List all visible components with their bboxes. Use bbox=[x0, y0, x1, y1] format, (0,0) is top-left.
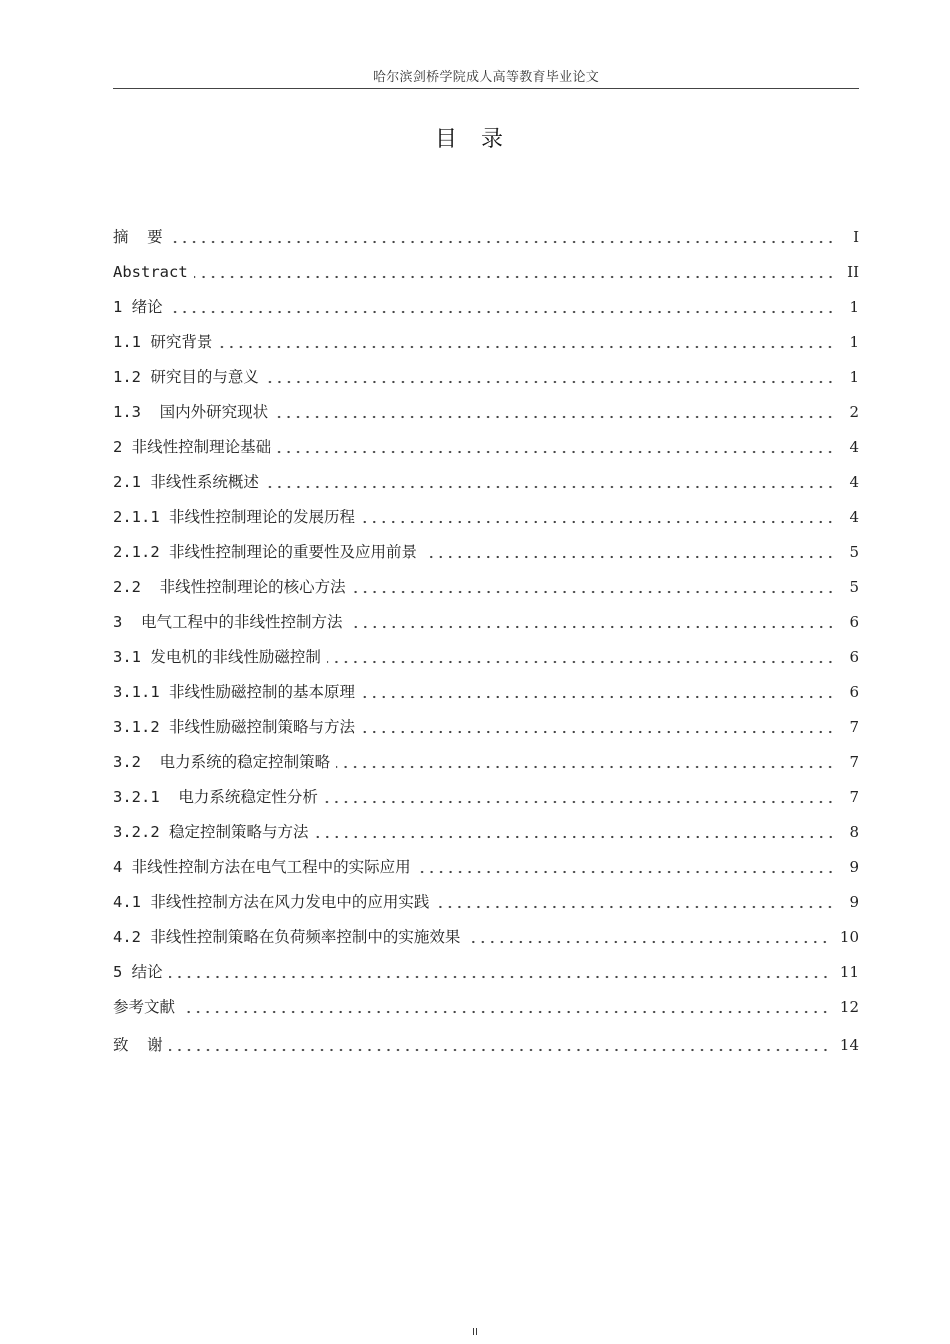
dot-leader bbox=[417, 856, 835, 878]
running-header: 哈尔滨剑桥学院成人高等教育毕业论文 bbox=[372, 70, 600, 85]
dot-leader bbox=[315, 821, 836, 843]
toc-entry[interactable] bbox=[113, 891, 859, 926]
toc-entry[interactable] bbox=[113, 331, 859, 366]
dot-leader bbox=[274, 401, 835, 423]
toc-entry-acknowledgements[interactable] bbox=[113, 1034, 859, 1069]
toc-entry[interactable] bbox=[113, 926, 859, 961]
toc-entry-page: 4 bbox=[849, 438, 859, 456]
toc-entry-label: 2.1.1 非线性控制理论的发展历程 bbox=[113, 508, 355, 526]
toc-entry-page: 4 bbox=[849, 473, 859, 491]
dot-leader bbox=[169, 961, 830, 983]
toc-entry-page: 11 bbox=[839, 963, 859, 981]
toc-entry[interactable] bbox=[113, 471, 859, 506]
dot-leader bbox=[361, 681, 835, 703]
toc-entry-label: 参考文献 bbox=[113, 998, 176, 1016]
toc-entry-references[interactable] bbox=[113, 996, 859, 1031]
dot-leader bbox=[218, 331, 835, 353]
toc-entry-label: 4 非线性控制方法在电气工程中的实际应用 bbox=[113, 858, 411, 876]
dot-leader bbox=[265, 366, 835, 388]
toc-entry[interactable] bbox=[113, 681, 859, 716]
page-number: II bbox=[472, 1327, 478, 1338]
toc-entry-label: 3.1.2 非线性励磁控制策略与方法 bbox=[113, 718, 355, 736]
toc-entry-page: II bbox=[847, 263, 859, 281]
toc-entry[interactable] bbox=[113, 646, 859, 681]
toc-entry-page: 12 bbox=[839, 998, 859, 1016]
toc-entry-page: 9 bbox=[849, 858, 859, 876]
toc-entry-page: 5 bbox=[849, 543, 859, 561]
dot-leader bbox=[361, 716, 835, 738]
toc-entry[interactable] bbox=[113, 821, 859, 856]
dot-leader bbox=[361, 506, 835, 528]
toc-entry[interactable] bbox=[113, 856, 859, 891]
toc-entry-label: 3.2 电力系统的稳定控制策略 bbox=[113, 753, 331, 771]
toc-entry[interactable] bbox=[113, 506, 859, 541]
toc-entry-page: 6 bbox=[849, 683, 859, 701]
toc-entry-label: 1 绪论 bbox=[113, 298, 163, 316]
toc-entry-page: 2 bbox=[849, 403, 859, 421]
toc-entry[interactable] bbox=[113, 401, 859, 436]
toc-entry-label: 2.2 非线性控制理论的核心方法 bbox=[113, 578, 346, 596]
toc-entry-page: 1 bbox=[849, 298, 859, 316]
toc-entry-page: 9 bbox=[849, 893, 859, 911]
toc-entry-page: 1 bbox=[849, 333, 859, 351]
toc-entry[interactable] bbox=[113, 576, 859, 611]
toc-entry-label: 1.2 研究目的与意义 bbox=[113, 368, 259, 386]
dot-leader bbox=[181, 996, 830, 1018]
table-of-contents bbox=[113, 226, 859, 1069]
dot-leader bbox=[277, 436, 835, 458]
toc-entry-label: 3.2.1 电力系统稳定性分析 bbox=[113, 788, 318, 806]
toc-entry-label: 3 电气工程中的非线性控制方法 bbox=[113, 613, 343, 631]
toc-entry-conclusion[interactable] bbox=[113, 961, 859, 996]
toc-entry-label: 1.3 国内外研究现状 bbox=[113, 403, 269, 421]
toc-entry-abstract-cn[interactable] bbox=[113, 226, 859, 261]
toc-entry-label: 5 结论 bbox=[113, 963, 163, 981]
toc-entry-page: I bbox=[853, 228, 859, 246]
dot-leader bbox=[327, 646, 835, 668]
dot-leader bbox=[435, 891, 835, 913]
toc-entry-page: 6 bbox=[849, 648, 859, 666]
toc-entry-page: 6 bbox=[849, 613, 859, 631]
toc-entry-page: 1 bbox=[849, 368, 859, 386]
dot-leader bbox=[466, 926, 830, 948]
toc-entry-page: 14 bbox=[839, 1036, 859, 1054]
toc-entry[interactable] bbox=[113, 436, 859, 471]
toc-entry[interactable] bbox=[113, 786, 859, 821]
toc-entry-label: Abstract bbox=[113, 263, 188, 281]
toc-entry-page: 7 bbox=[849, 718, 859, 736]
dot-leader bbox=[169, 1034, 830, 1056]
toc-entry[interactable] bbox=[113, 366, 859, 401]
toc-entry[interactable] bbox=[113, 541, 859, 576]
header-rule bbox=[113, 88, 859, 89]
toc-entry-page: 7 bbox=[849, 788, 859, 806]
toc-entry-label: 1.1 研究背景 bbox=[113, 333, 213, 351]
toc-entry-page: 5 bbox=[849, 578, 859, 596]
toc-entry-page: 10 bbox=[839, 928, 859, 946]
dot-leader bbox=[423, 541, 835, 563]
toc-entry[interactable] bbox=[113, 716, 859, 751]
page-title: 目录 bbox=[434, 127, 527, 152]
dot-leader bbox=[349, 611, 836, 633]
toc-entry-page: 8 bbox=[849, 823, 859, 841]
toc-entry-label: 4.2 非线性控制策略在负荷频率控制中的实施效果 bbox=[113, 928, 461, 946]
toc-entry-label: 致 谢 bbox=[113, 1036, 163, 1054]
toc-entry-page: 4 bbox=[849, 508, 859, 526]
dot-leader bbox=[169, 226, 835, 248]
dot-leader bbox=[169, 296, 835, 318]
toc-entry[interactable] bbox=[113, 751, 859, 786]
toc-entry-label: 2 非线性控制理论基础 bbox=[113, 438, 272, 456]
toc-entry-label: 2.1 非线性系统概述 bbox=[113, 473, 259, 491]
dot-leader bbox=[324, 786, 835, 808]
toc-entry-label: 摘 要 bbox=[113, 228, 163, 246]
toc-entry[interactable] bbox=[113, 296, 859, 331]
toc-entry-label: 3.1.1 非线性励磁控制的基本原理 bbox=[113, 683, 355, 701]
toc-entry[interactable] bbox=[113, 611, 859, 646]
toc-entry-label: 3.1 发电机的非线性励磁控制 bbox=[113, 648, 321, 666]
toc-entry-page: 7 bbox=[849, 753, 859, 771]
dot-leader bbox=[265, 471, 835, 493]
toc-entry-label: 4.1 非线性控制方法在风力发电中的应用实践 bbox=[113, 893, 430, 911]
dot-leader bbox=[336, 751, 835, 773]
toc-entry-label: 2.1.2 非线性控制理论的重要性及应用前景 bbox=[113, 543, 417, 561]
toc-entry-label: 3.2.2 稳定控制策略与方法 bbox=[113, 823, 309, 841]
toc-entry-abstract-en[interactable] bbox=[113, 261, 859, 296]
dot-leader bbox=[352, 576, 835, 598]
dot-leader bbox=[194, 261, 835, 283]
